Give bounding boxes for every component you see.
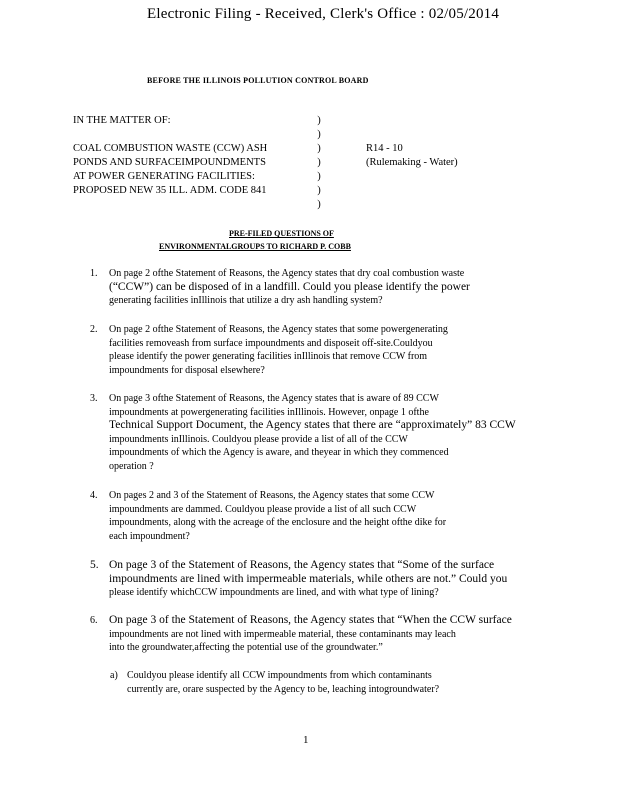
paren: ) (317, 171, 321, 182)
subquestion-label: a) (110, 670, 118, 681)
filing-header: Electronic Filing - Received, Clerk's Office : 02/05/2014 (147, 6, 500, 22)
question-line: impoundments at powergenerating facilities inIllinois. However, onpage 1 ofthe (109, 406, 429, 418)
question-line: impoundments inIllinois. Couldyou please provide a list of all of the CCW (109, 433, 408, 445)
prefiled-heading-line1: PRE-FILED QUESTIONS OF (229, 229, 334, 238)
matter-caption (73, 114, 267, 198)
matter-line (73, 128, 267, 142)
question-line: Technical Support Document, the Agency states that there are “approximately” 83 CCW (109, 419, 516, 432)
question-line: impoundments are not lined with impermeable material, these contaminants may leach (109, 628, 456, 640)
question-line: please identify the power generating facilities inIllinois that remove CCW from (109, 351, 428, 363)
question-line: please identify whichCCW impoundments are lined, and with what type of lining? (109, 587, 439, 599)
question-line: impoundments are dammed. Couldyou please provide a list of all such CCW (109, 503, 417, 515)
paren: ) (317, 115, 321, 126)
question-line: On page 3 ofthe Statement of Reasons, the Agency states that is aware of 89 CCW (109, 393, 439, 404)
question-2 (90, 323, 550, 377)
question-line: (“CCW”) can be disposed of in a landfill. Could you please identify the power (109, 280, 470, 293)
question-line: On page 2 ofthe Statement of Reasons, the Agency states that dry coal combustion waste (109, 268, 465, 279)
paren: ) (317, 143, 321, 154)
rulemaking-number (366, 142, 458, 170)
question-line: generating facilities inIllinois that utilize a dry ash handling system? (109, 295, 383, 307)
paren: ) (317, 199, 321, 210)
matter-line: PONDS AND SURFACEIMPOUNDMENTS (73, 157, 266, 168)
paren: ) (317, 185, 321, 196)
question-number: 4. (90, 490, 98, 501)
question-number: 3. (90, 393, 98, 404)
docket-type: (Rulemaking - Water) (366, 157, 458, 168)
paren: ) (317, 129, 321, 140)
question-6a (110, 669, 530, 696)
paren: ) (317, 157, 321, 168)
matter-line: PROPOSED NEW 35 ILL. ADM. CODE 841 (73, 185, 267, 196)
question-line: impoundments are lined with impermeable materials, while others are not.” Could you (109, 573, 508, 586)
question-5 (90, 558, 550, 601)
docket-number: R14 - 10 (366, 143, 403, 154)
question-line: On page 3 of the Statement of Reasons, the Agency states that “When the CCW surface (109, 614, 512, 626)
question-line: impoundments, along with the acreage of the enclosure and the height ofthe dike for (109, 517, 447, 529)
question-number: 2. (90, 324, 98, 335)
board-heading: BEFORE THE ILLINOIS POLLUTION CONTROL BOARD (147, 76, 369, 85)
question-line: facilities removeash from surface impoundments and disposeit off-site.Couldyou (109, 337, 433, 349)
question-line: On page 3 of the Statement of Reasons, the Agency states that “Some of the surface (109, 559, 495, 571)
question-number: 6. (90, 615, 98, 626)
matter-line: COAL COMBUSTION WASTE (CCW) ASH (73, 143, 268, 154)
question-line: operation ? (109, 460, 154, 472)
question-line: impoundments for disposal elsewhere? (109, 364, 265, 376)
question-line: each impoundment? (109, 530, 190, 542)
question-6 (90, 614, 550, 655)
question-line: On page 2 ofthe Statement of Reasons, the Agency states that some powergenerating (109, 324, 448, 335)
matter-line: IN THE MATTER OF: (73, 115, 171, 126)
page-number: 1 (303, 734, 309, 746)
question-line: Couldyou please identify all CCW impoundments from which contaminants (127, 670, 432, 681)
question-1 (90, 267, 550, 308)
question-number: 1. (90, 268, 98, 279)
question-3 (90, 392, 550, 474)
question-line: currently are, orare suspected by the Agency to be, leaching intogroundwater? (127, 683, 440, 695)
caption-parens (314, 114, 324, 212)
question-line: impoundments of which the Agency is aware, and theyear in which they commenced (109, 447, 449, 459)
prefiled-heading-line2: ENVIRONMENTALGROUPS TO RICHARD P. COBB (159, 242, 351, 251)
question-line: On pages 2 and 3 of the Statement of Reasons, the Agency states that some CCW (109, 490, 435, 501)
matter-line: AT POWER GENERATING FACILITIES: (73, 171, 255, 182)
question-number: 5. (90, 559, 99, 571)
question-4 (90, 489, 550, 543)
question-line: into the groundwater,affecting the potential use of the groundwater.” (109, 642, 383, 654)
